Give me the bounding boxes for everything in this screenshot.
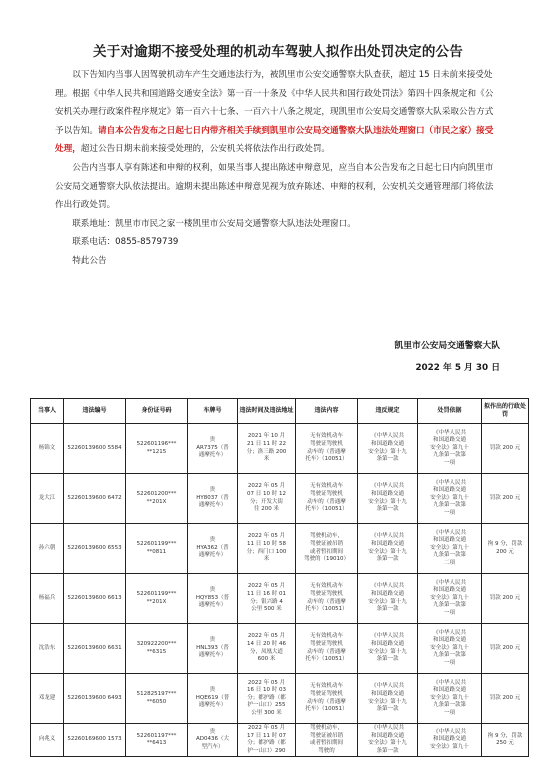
table-header-cell: 处罚依据 [418,399,482,424]
table-cell: 邓龙建 [31,674,64,724]
paragraph-1 [55,66,500,159]
notice-body [55,66,500,271]
paragraph-1-text: 以下告知内当事人因驾驶机动车产生交通违法行为，被凯里市公安交通警察大队查获，超过 15 日未前来接受处理。根据《中华人民共和国道路交通安全法》第一百一十条及《中华人民共和国行政处罚法》第四十四条规定和《公安机关办理行政案件程序规定》第一百六十七条、一百六十八条之规定，现凯里市公安局交通警察大队采取公告方式予以告知。 [55,70,494,136]
table-cell: 杨福兵 [31,574,64,624]
table-cell: 杨锦文 [31,424,64,474]
table-cell: 贵 HQY853（普 通摩托车） [188,574,238,624]
table-cell: 无有效机动车 驾驶证驾驶机 动车的（普通摩 托车）（10051） [296,674,358,724]
table-cell: 2022 年 05 月 11 日 16 时 01 分；银兴路 4 公里 500 米 [238,574,296,624]
table-cell: 罚款 200 元 [482,674,529,724]
table-header-cell: 违法时间及违法地址 [238,399,296,424]
table-cell: 《中华人民共 和国道路交通 安全法》第十九 条第一款 [358,474,418,524]
table-cell: 《中华人民共 和国道路交通 安全法》第九十 九条第一款第 二项 [418,524,482,574]
table-cell: 贵 AD0436（大 型汽车） [188,724,238,757]
table-cell: 《中华人民共 和国道路交通 安全法》第九十 [418,724,482,757]
notice-title: 关于对逾期不接受处理的机动车驾驶人拟作出处罚决定的公告 [93,44,463,60]
table-cell: 无有效机动车 驾驶证驾驶机 动车的（普通摩 托车）（10051） [296,624,358,674]
table-cell: 拘 9 分，罚款 250 元 [482,724,529,757]
table-cell: 《中华人民共 和国道路交通 安全法》第十九 条第一款 [358,574,418,624]
table-cell: 贵 HQE619（普 通摩托车） [188,674,238,724]
table-header-cell: 违法内容 [296,399,358,424]
signature-org: 凯里市公安局交通警察大队 [394,341,500,351]
table-header-cell: 违反规定 [358,399,418,424]
table-cell: 贵 HY8037（普 通摩托车） [188,474,238,524]
paragraph-2: 公告内当事人享有陈述和申辩的权利，如果当事人提出陈述申辩意见，应当自本公告发布之日起七日内向凯里市公安局交通警察大队依法提出。逾期未提出陈述申辩意见视为放弃陈述、申辩的权利，公安机关交通管理部门将依法作出行政处罚。 [55,162,494,211]
table-cell: 52260139600 6493 [64,674,126,724]
table-cell: 无有效机动车 驾驶证驾驶机 动车的（普通摩 托车）（10051） [296,574,358,624]
table-cell: 52260139600 6613 [64,574,126,624]
table-cell: 贵 AR7375（普 通摩托车） [188,424,238,474]
table-header-cell: 身份证号码 [126,399,188,424]
table-cell: 52260139600 6553 [64,524,126,574]
table-body [31,424,529,757]
table-row [31,424,529,474]
table-cell: 522601200*** **201X [126,474,188,524]
violation-table [30,398,529,757]
table-cell: 拘 9 分，罚款 200 元 [482,524,529,574]
table-cell: 《中华人民共 和国道路交通 安全法》第九十 九条第一款第 一项 [418,474,482,524]
table-row [31,674,529,724]
table-cell: 512825197*** **6050 [126,674,188,724]
table-cell: 《中华人民共 和国道路交通 安全法》第九十 九条第一款第 一项 [418,674,482,724]
table-cell: 《中华人民共 和国道路交通 安全法》第十九 条第一款 [358,624,418,674]
table-cell: 龙大江 [31,474,64,524]
table-cell: 罚款 200 元 [482,624,529,674]
closing-text: 特此公告 [72,255,107,266]
table-cell: 《中华人民共 和国道路交通 安全法》第十九 条第一款 [358,524,418,574]
paragraph-1-highlight: 请自本公告发布之日起七日内带齐相关手续到凯里市公安局交通警察大队违法处理窗口（市民之家）接受处理， [55,125,494,155]
table-cell: 驾驶机动车， 驾驶证被吊销 或者暂扣期间 驾驶的（19010） [296,524,358,574]
table-cell: 《中华人民共 和国道路交通 安全法》第九十 九条第一款第 一项 [418,574,482,624]
table-cell: 522601199*** **201X [126,574,188,624]
table-cell: 2022 年 05 月 14 日 20 时 46 分，凤凰大道 600 米 [238,624,296,674]
table-header-cell: 当事人 [31,399,64,424]
table-cell: 贵 HYA362（普 通摩托车） [188,524,238,574]
table-cell: 52260139600 6472 [64,474,126,524]
table-cell: 无有效机动车 驾驶证驾驶机 动车的（普通摩 托车）（10051） [296,474,358,524]
table-cell: 2022 年 05 月 11 日 10 时 58 分；西门口 100 米 [238,524,296,574]
table-cell: 罚款 200 元 [482,574,529,624]
table-cell: 贵 HNL393（普 通摩托车） [188,624,238,674]
table-cell: 2022 年 05 月 16 日 10 时 03 分；都护路（都 护一山口）255 公里 300 米 [238,674,296,724]
table-row [31,524,529,574]
table-cell: 320922200*** **6315 [126,624,188,674]
contact-address: 联系地址：凯里市市民之家一楼凯里市公安局交通警察大队违法处理窗口。 [72,218,356,229]
table-header-cell: 拟作出的行政处罚 [482,399,529,424]
table-cell: 2021 年 10 月 21 日 11 时 22 分；洛三路 200 米 [238,424,296,474]
table-cell: 522601197*** **6413 [126,724,188,757]
table-cell: 向兆义 [31,724,64,757]
table-cell: 52260169600 1573 [64,724,126,757]
paragraph-1-tail: 超过公告日期未前来接受处理的，公安机关将依法作出行政处罚。 [80,144,331,155]
table-header-cell: 车牌号 [188,399,238,424]
table-cell: 《中华人民共 和国道路交通 安全法》第十九 条第一款 [358,424,418,474]
table-cell: 《中华人民共 和国道路交通 安全法》第九十 九条第一款第 一项 [418,424,482,474]
contact-phone: 联系电话：0855-8579739 [72,237,179,248]
table-cell: 522601199*** **0811 [126,524,188,574]
table-cell: 罚款 200 元 [482,424,529,474]
table-cell: 沈浩东 [31,624,64,674]
table-header-row [31,399,529,424]
table-cell: 《中华人民共 和国道路交通 安全法》第九十 九条第一款第 一项 [418,624,482,674]
table-header-cell: 违法编号 [64,399,126,424]
table-row [31,724,529,757]
table-row [31,624,529,674]
table-cell: 52260139600 5584 [64,424,126,474]
table-cell: 驾驶机动车， 驾驶证被吊销 或者暂扣期间 驾驶的 [296,724,358,757]
table-row [31,474,529,524]
table-cell: 罚款 200 元 [482,474,529,524]
table-cell: 2022 年 05 月 17 日 11 时 07 分；都护路（都 护一山口）290 [238,724,296,757]
table-cell: 52260139600 6631 [64,624,126,674]
signature-date: 2022 年 5 月 30 日 [415,363,500,373]
table-cell: 522601196*** **1215 [126,424,188,474]
table-cell: 《中华人民共 和国道路交通 安全法》第十九 条第一款 [358,724,418,757]
table-row [31,574,529,624]
table-cell: 2022 年 05 月 07 日 10 时 12 分；开发大街 往 200 米 [238,474,296,524]
table-cell: 《中华人民共 和国道路交通 安全法》第十九 条第一款 [358,674,418,724]
table-cell: 孙六朝 [31,524,64,574]
table-cell: 无有效机动车 驾驶证驾驶机 动车的（普通摩 托车）（10051） [296,424,358,474]
